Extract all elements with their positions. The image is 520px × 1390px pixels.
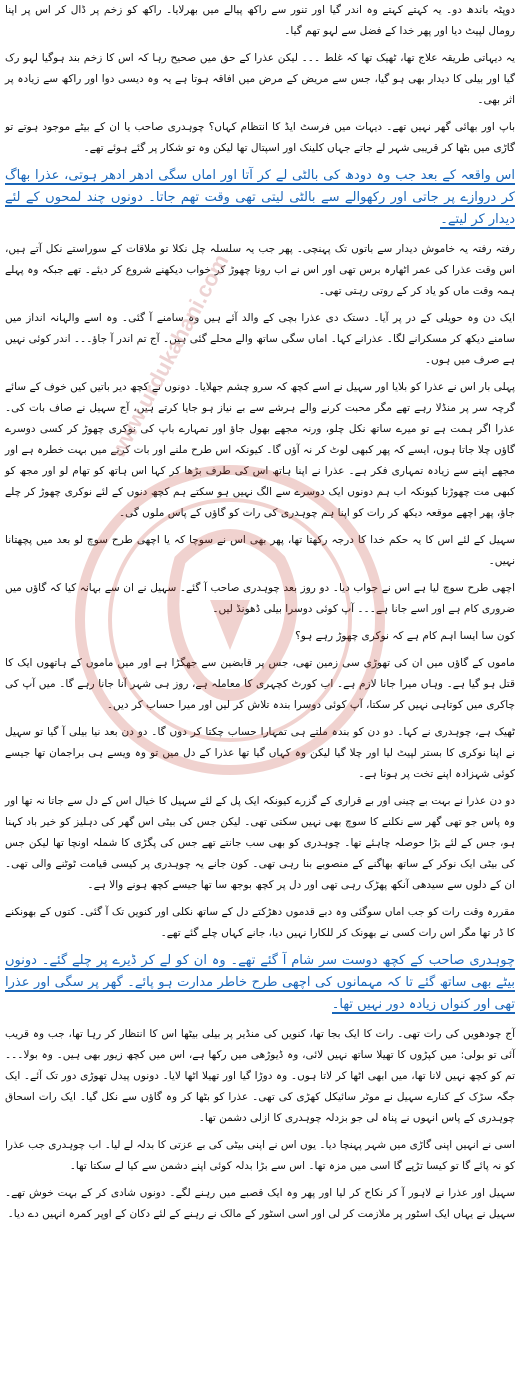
paragraph: دوپٹہ باندھ دو۔ یہ کہتے کہتے وہ اندر گیا اور تنور سے راکھ پیالے میں بھرلایا۔ راکھ کو زخم پر ڈال کر اس پر اپنا رومال لپیٹ دیا اور پھر خدا کے فضل سے لہو تھم گیا۔ [5, 4, 515, 37]
paragraph: سہیل کے لئے اس کا یہ حکم خدا کا درجہ رکھتا تھا، پھر بھی اس نے سوچا کہ یا اچھی طرح سوچ لو بعد میں پچھتانا نہیں۔ [5, 534, 515, 567]
paragraph: اچھی طرح سوچ لیا ہے اس نے جواب دیا۔ دو روز بعد چوہدری صاحب آ گئے۔ سہیل نے ان سے بہانہ کیا کہ گاؤں میں ضروری کام ہے اور اسے جانا ہے۔۔۔ آپ کوئی دوسرا بیلی ڈھونڈ لیں۔ [5, 582, 515, 615]
paragraph: ٹھیک ہے، چوہدری نے کہا۔ دو دن کو بندہ ملتے ہی تمہارا حساب چکتا کر دوں گا۔ دو دن بعد نیا بیلی آ گیا تو سہیل نے اپنا نوکری کا بستر لپیٹ لیا اور چلا گیا لیکن وہ کہاں گیا تھا عذرا کے دل میں تو وہ ویسے ہی براجمان تھا جیسے کوئی شہزادہ اپنے تخت پر ہوتا ہے۔ [5, 726, 515, 780]
highlighted-text: چوہدری صاحب کے کچھ دوست سر شام آ گئے تھے۔ وہ ان کو لے کر ڈیرے پر چلے گئے۔ دونوں بیٹے بھی ساتھ گئے تا کہ مہمانوں کی اچھی طرح خاطر مدارت ہو پائے۔ گھر پر سگی اور عذرا تھی اور کنواں زیادہ دور نہیں تھا۔ [5, 953, 515, 1012]
paragraph: دو دن عذرا نے بہت بے چینی اور بے قراری کے گزرے کیونکہ ایک پل کے لئے سہیل کا خیال اس کے دل سے جاتا نہ تھا اور وہ پاس جو تھی گھر سے نکلنے کا سوچ بھی نہیں سکتی تھی۔ لیکن جس کی بیٹی اس گھر کی دہلیز کو خیر باد کہنا ہو، جس کے لئے بڑا حوصلہ چاہئے تھا۔ چوہدری کو بھی سب جانتے تھے جس کی پگڑی کا شملہ اونچا تھا لیکن جس کی بیٹی ایک نوکر کے ساتھ بھاگنے کے منصوبے بنا رہی تھی۔ کون جانے یہ چوہدری پر کیسی قیامت ٹوٹنے والی تھی۔ ان کے دلوں سے سیدھی آنکھ پھڑک رہی تھی اور دل پر کچھ بوجھ سا تھا جیسے کچھ ہونے والا ہے۔ [5, 795, 515, 891]
paragraph: آج چودھویں کی رات تھی۔ رات کا ایک بجا تھا، کنویں کی منڈیر پر بیلی بیٹھا اس کا انتظار کر رہا تھا، جب وہ قریب آئی تو بولی: میں کپڑوں کا تھیلا ساتھ نہیں لائی، وہ ڈیوڑھی میں رکھا ہے، اس میں کچھ زیور بھی ہیں۔ وہ بولا۔۔۔ تم کو کچھ نہیں لانا تھا، میں ابھی اٹھا کر لاتا ہوں۔ وہ دوڑا گیا اور تھیلا اٹھا لایا۔ دونوں پیدل تھوڑی دور تک آئے۔ ایک جگہ سڑک کے کنارے سہیل نے موٹر سائیکل کھڑی کی تھی۔ عذرا کو بٹھا کر وہ گاؤں سے نکل گیا۔ ایک رات اسحاق چوہدری کے پاس انہوں نے پناہ لی جو بزدلہ چوہدری کا ازلی دشمن تھا۔ [5, 1028, 515, 1124]
paragraph: کون سا ایسا اہم کام ہے کہ نوکری چھوڑ رہے ہو؟ [295, 630, 515, 642]
highlighted-paragraph [5, 950, 515, 1016]
paragraph: ایک دن وہ حویلی کے در پر آیا۔ دستک دی عذرا بچی کے والد آئے ہیں وہ سامنے آ گئی۔ وہ اسے والہانہ انداز میں سامنے دیکھ کر مسکرانے لگا۔ عذرانے کہا۔ اماں سگی ساتھ والے محلے گئی ہیں۔ آج تم اندر آ جاؤ۔۔۔ اندر کوئی نہیں ہے صرف میں ہوں۔ [5, 312, 515, 366]
paragraph: مقررہ وقت رات کو جب اماں سوگئی وہ دبے قدموں دھڑکتے دل کے ساتھ نکلی اور کنویں تک آ گئی۔ کتوں کے بھونکنے کا ڈر تھا مگر اس رات کسی نے بھونک کر للکارا نہیں دیا، جانے کہاں چلے گئے تھے۔ [5, 906, 515, 939]
paragraph: رفتہ رفتہ یہ خاموش دیدار سے باتوں تک پہنچی۔ پھر جب یہ سلسلہ چل نکلا تو ملاقات کے سوراستے نکل آتے ہیں، اس وقت عذرا کی عمر اٹھارہ برس تھی اور اس نے اب رونا چھوڑ کر خواب دیکھنے شروع کر دیئے۔ تھے جبکہ وہ پہلے ہمہ وقت ماں کو یاد کر کے روتی رہتی تھی۔ [5, 243, 515, 297]
paragraph: ماموں کے گاؤں میں ان کی تھوڑی سی زمین تھی، جس پر قابضین سے جھگڑا ہے اور میں ماموں کے ہاتھوں ایک کا قتل ہو گیا ہے۔ وہاں میرا جانا لازم ہے۔ اب کورٹ کچہری کا معاملہ ہے، روز ہی شہر آنا جانا رہے گا۔ میں آپ کی چاکری میں کوتاہی نہیں کر سکتا، آپ کوئی دوسرا بندہ تلاش کر لیں اور میرا حساب کر دیں۔ [5, 657, 515, 711]
paragraph: باپ اور بھائی گھر نہیں تھے۔ دیہات میں فرسٹ ایڈ کا انتظام کہاں؟ چوہدری صاحب یا ان کے بیٹے موجود ہوتے تو گاڑی میں بٹھا کر قریبی شہر لے جاتے جہاں کلینک اور اسپتال تھا لیکن وہ تو شکار پر گئے ہوئے تھے۔ [5, 121, 515, 154]
paragraph: اسی نے انہیں اپنی گاڑی میں شہر پہنچا دیا۔ یوں اس نے اپنی بیٹی کی بے عزتی کا بدلہ لے لیا۔ اب چوہدری جب عذرا کو نہ پائے گا تو کیسا تڑپے گا اسی میں مزہ تھا۔ اس سے بڑا بدلہ کوئی اپنے دشمن سے کیا لے سکتا تھا۔ [5, 1139, 515, 1172]
site-url-watermark: www.urdukahani.com [105, 249, 234, 462]
paragraph: سہیل اور عذرا نے لاہور آ کر نکاح کر لیا اور پھر وہ ایک قصبے میں رہنے لگے۔ دونوں شادی کر کے بہت خوش تھے۔ سہیل نے یہاں ایک اسٹور پر ملازمت کر لی اور اسی اسٹور کے مالک نے رہنے کے لئے دکان کے اوپر کمرہ انہیں دے دیا۔ [5, 1187, 515, 1220]
highlighted-text: اس واقعہ کے بعد جب وہ دودھ کی بالٹی لے کر آتا اور اماں سگی ادھر ادھر ہوتی، عذرا بھاگ کر دروازے پر جاتی اور رکھوالے سے بالٹی لیتی تھی وقت تھم جاتا۔ دونوں چند لمحوں کے لئے دیدار کر لیتے۔ [5, 168, 515, 227]
paragraph: یہ دیہاتی طریقہ علاج تھا، ٹھیک تھا کہ غلط ۔۔۔ لیکن عذرا کے حق میں صحیح رہا کہ اس کا زخم بند ہوگیا لہو رک گیا اور بیلی کا دیدار بھی ہو گیا، جس سے مریض کے مرض میں افاقہ ہوتا ہے یہ وہ دیسی دوا اور راکھ سے زیادہ پر اثر بھی۔ [5, 52, 515, 106]
paragraph: پہلی بار اس نے عذرا کو بلایا اور سہیل نے اسے کچھ کہ سرو چشم جھلایا۔ دونوں نے کچھ دیر باتیں کیں خوف کے سائے گرچہ سر پر منڈلا رہے تھے مگر محبت کرنے والے ہرشے سے بے نیاز ہو جایا کرتے ہیں، آج سہیل نے صاف بات کی۔ عذرا اگر ہمت ہے تو میرے ساتھ نکل چلو، ورنہ مجھے بھول جاؤ اور تمہارے باپ کی نوکری چھوڑ کر کسی دوسرے گاؤں چلا جاتا ہوں، ایسے کہ پھر کبھی لوٹ کر نہ آؤں گا۔ کیونکہ اس طرح ملنے اور بات کرنے میں بہت خطرہ ہے اور مجھے اپنے سے زیادہ تمہاری فکر ہے۔ عذرا نے اپنا ہاتھ اس کی طرف بڑھا کر کہا اس ہاتھ کو تھام لو اور مجھ کو کبھی مت چھوڑنا کیونکہ اب ہم دونوں ایک دوسرے سے الگ نہیں ہو سکتے ہم کچھ دنوں کے لئے نوکری چھوڑ کر چلے جاؤ، پھر اچھے موقعہ دیکھ کر رات کو اپنا ہم چوہدری کی رات کو گاؤں کے پاس ملوں گی۔ [5, 381, 515, 519]
highlighted-paragraph [5, 165, 515, 231]
